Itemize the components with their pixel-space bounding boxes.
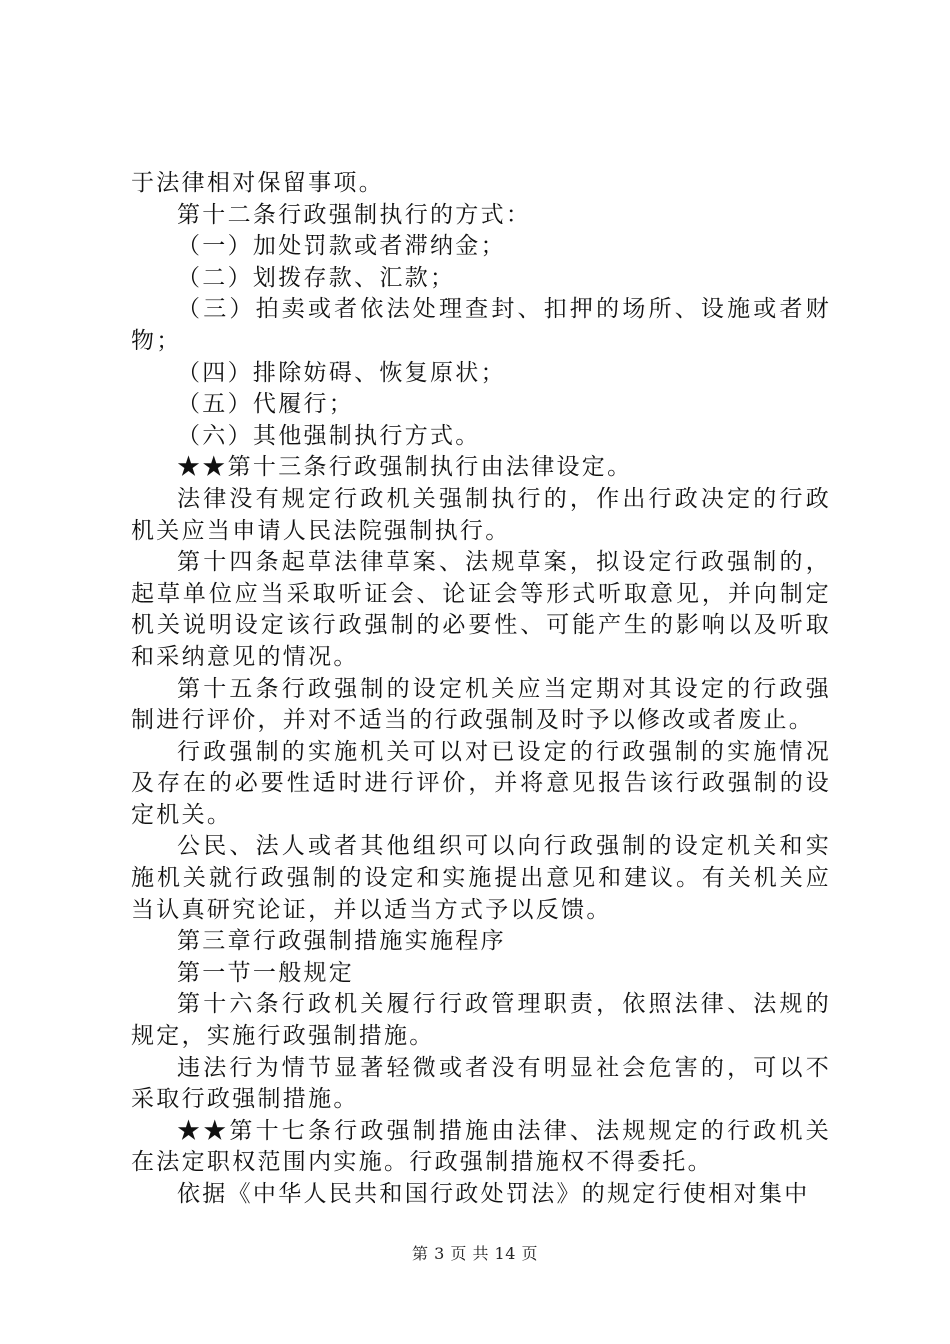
paragraph: （三）拍卖或者依法处理查封、扣押的场所、设施或者财物； — [131, 296, 831, 354]
page-footer — [0, 1244, 950, 1264]
chapter-heading: 第三章行政强制措施实施程序 — [177, 928, 506, 955]
paragraph: （六）其他强制执行方式。 — [177, 422, 481, 449]
page-number-label: 第 3 页 共 14 页 — [412, 1244, 538, 1263]
document-body — [131, 168, 831, 1211]
paragraph: （五）代履行； — [177, 391, 355, 418]
paragraph: ★★第十七条行政强制措施由法律、法规规定的行政机关在法定职权范围内实施。行政强制措施权不得委托。 — [131, 1117, 831, 1176]
paragraph: ★★第十三条行政强制执行由法律设定。 — [177, 454, 633, 481]
section-heading: 第一节一般规定 — [177, 959, 355, 986]
paragraph: 于法律相对保留事项。 — [131, 170, 384, 196]
paragraph: 第十四条起草法律草案、法规草案，拟设定行政强制的，起草单位应当采取听证会、论证会等形式听取意见，并向制定机关说明设定该行政强制的必要性、可能产生的影响以及听取和采纳意见的情况。 — [131, 549, 831, 670]
paragraph: （一）加处罚款或者滞纳金； — [177, 233, 506, 260]
paragraph: 法律没有规定行政机关强制执行的，作出行政决定的行政机关应当申请人民法院强制执行。 — [131, 485, 831, 544]
paragraph: 公民、法人或者其他组织可以向行政强制的设定机关和实施机关就行政强制的设定和实施提出意见和建议。有关机关应当认真研究论证，并以适当方式予以反馈。 — [131, 833, 831, 923]
paragraph: 依据《中华人民共和国行政处罚法》的规定行使相对集中 — [177, 1181, 810, 1207]
paragraph: （四）排除妨碍、恢复原状； — [177, 359, 506, 386]
paragraph: （二）划拨存款、汇款； — [177, 264, 456, 291]
paragraph: 第十五条行政强制的设定机关应当定期对其设定的行政强制进行评价，并对不适当的行政强制及时予以修改或者废止。 — [131, 675, 831, 734]
paragraph: 违法行为情节显著轻微或者没有明显社会危害的，可以不采取行政强制措施。 — [131, 1054, 831, 1113]
paragraph: 第十六条行政机关履行行政管理职责，依照法律、法规的规定，实施行政强制措施。 — [131, 991, 831, 1050]
paragraph: 第十二条行政强制执行的方式： — [177, 201, 532, 228]
paragraph: 行政强制的实施机关可以对已设定的行政强制的实施情况及存在的必要性适时进行评价，并将意见报告该行政强制的设定机关。 — [131, 738, 831, 828]
